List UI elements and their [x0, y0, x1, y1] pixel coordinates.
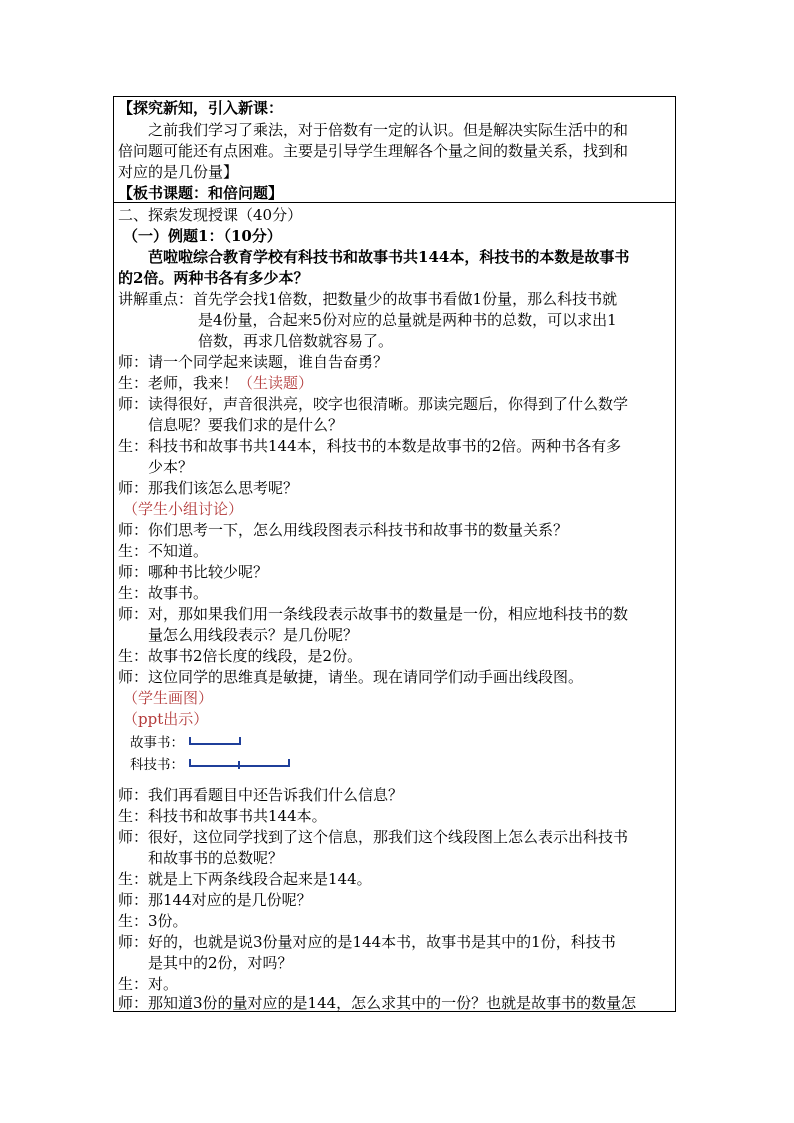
- key-points-line-1: 讲解重点：首先学会找1倍数，把数量少的故事书看做1份量，那么科技书就: [118, 290, 618, 308]
- dialogue-line: 生：科技书和故事书共144本，科技书的本数是故事书的2倍。两种书各有多: [118, 437, 622, 455]
- dialogue-line: 生：对。: [118, 975, 179, 993]
- dialogue-line: 生：3份。: [118, 912, 188, 930]
- dialogue-line: 师：对，那如果我们用一条线段表示故事书的数量是一份，相应地科技书的数: [118, 605, 629, 623]
- dialogue-line: 师：请一个同学起来读题，谁自告奋勇？: [118, 353, 389, 371]
- dialogue-line: 量怎么用线段表示？是几份呢？: [148, 626, 359, 644]
- segment-midpoint-tick: [238, 761, 240, 769]
- story-book-segment: [189, 738, 241, 745]
- dialogue-line: 师：那144对应的是几份呢？: [118, 891, 312, 909]
- dialogue-line: [118, 373, 313, 393]
- intro-paragraph-line-1: 之前我们学习了乘法，对于倍数有一定的认识。但是解决实际生活中的和: [148, 121, 629, 139]
- problem-line-1: 芭啦啦综合教育学校有科技书和故事书共144本，科技书的本数是故事书: [148, 248, 630, 266]
- stage-note: （学生画图）: [123, 689, 214, 707]
- intro-paragraph-line-2: 倍问题可能还有点困难。主要是引导学生理解各个量之间的数量关系，找到和: [118, 142, 629, 160]
- dialogue-line: 和故事书的总数呢？: [148, 849, 284, 867]
- dialogue-line: 生：科技书和故事书共144本。: [118, 807, 327, 825]
- dialogue-line: 师：这位同学的思维真是敏捷，请坐。现在请同学们动手画出线段图。: [118, 668, 584, 686]
- dialogue-line: 师：很好，这位同学找到了这个信息，那我们这个线段图上怎么表示出科技书: [118, 828, 629, 846]
- intro-paragraph-line-3: 对应的是几份量】: [118, 163, 239, 181]
- example-title: （一）例题1：（10分）: [123, 227, 282, 245]
- board-title: 【板书课题：和倍问题】: [118, 184, 284, 202]
- dialogue-line: 信息呢？要我们求的是什么？: [148, 416, 344, 434]
- dialogue-line: 生：故事书2倍长度的线段，是2份。: [118, 647, 363, 665]
- dialogue-line: 生：故事书。: [118, 584, 209, 602]
- dialogue-text: 生：老师，我来！: [118, 374, 239, 392]
- stage-note: （ppt出示）: [123, 710, 209, 728]
- dialogue-line: 师：读得很好，声音很洪亮，咬字也很清晰。那读完题后，你得到了什么数学: [118, 395, 629, 413]
- intro-heading: 【探究新知，引入新课：: [118, 99, 284, 117]
- dialogue-line: 师：哪种书比较少呢？: [118, 563, 269, 581]
- dialogue-line: 是其中的2份，对吗？: [148, 954, 293, 972]
- story-book-label: 故事书：: [130, 735, 184, 751]
- dialogue-line: 师：那我们该怎么思考呢？: [118, 479, 299, 497]
- key-points-line-2: 是4份量，合起来5份对应的总量就是两种书的总数，可以求出1: [198, 311, 617, 329]
- key-points-line-3: 倍数，再求几倍数就容易了。: [198, 332, 394, 350]
- science-book-label: 科技书：: [130, 757, 184, 773]
- dialogue-line: 生：就是上下两条线段合起来是144。: [118, 870, 372, 888]
- stage-note: （学生小组讨论）: [123, 500, 244, 518]
- dialogue-line: 师：你们思考一下，怎么用线段图表示科技书和故事书的数量关系？: [118, 521, 569, 539]
- stage-note: （生读题）: [238, 374, 314, 392]
- dialogue-line: 师：好的，也就是说3份量对应的是144本书，故事书是其中的1份，科技书: [118, 933, 616, 951]
- section-title: 二、探索发现授课（40分）: [118, 206, 303, 224]
- problem-line-2: 的2倍。两种书各有多少本？: [118, 269, 309, 287]
- dialogue-line: 师：我们再看题目中还告诉我们什么信息？: [118, 786, 404, 804]
- dialogue-line: 生：不知道。: [118, 542, 209, 560]
- dialogue-line: 师：那知道3份的量对应的是144，怎么求其中的一份？也就是故事书的数量怎: [118, 994, 637, 1012]
- dialogue-line: 少本？: [148, 458, 194, 476]
